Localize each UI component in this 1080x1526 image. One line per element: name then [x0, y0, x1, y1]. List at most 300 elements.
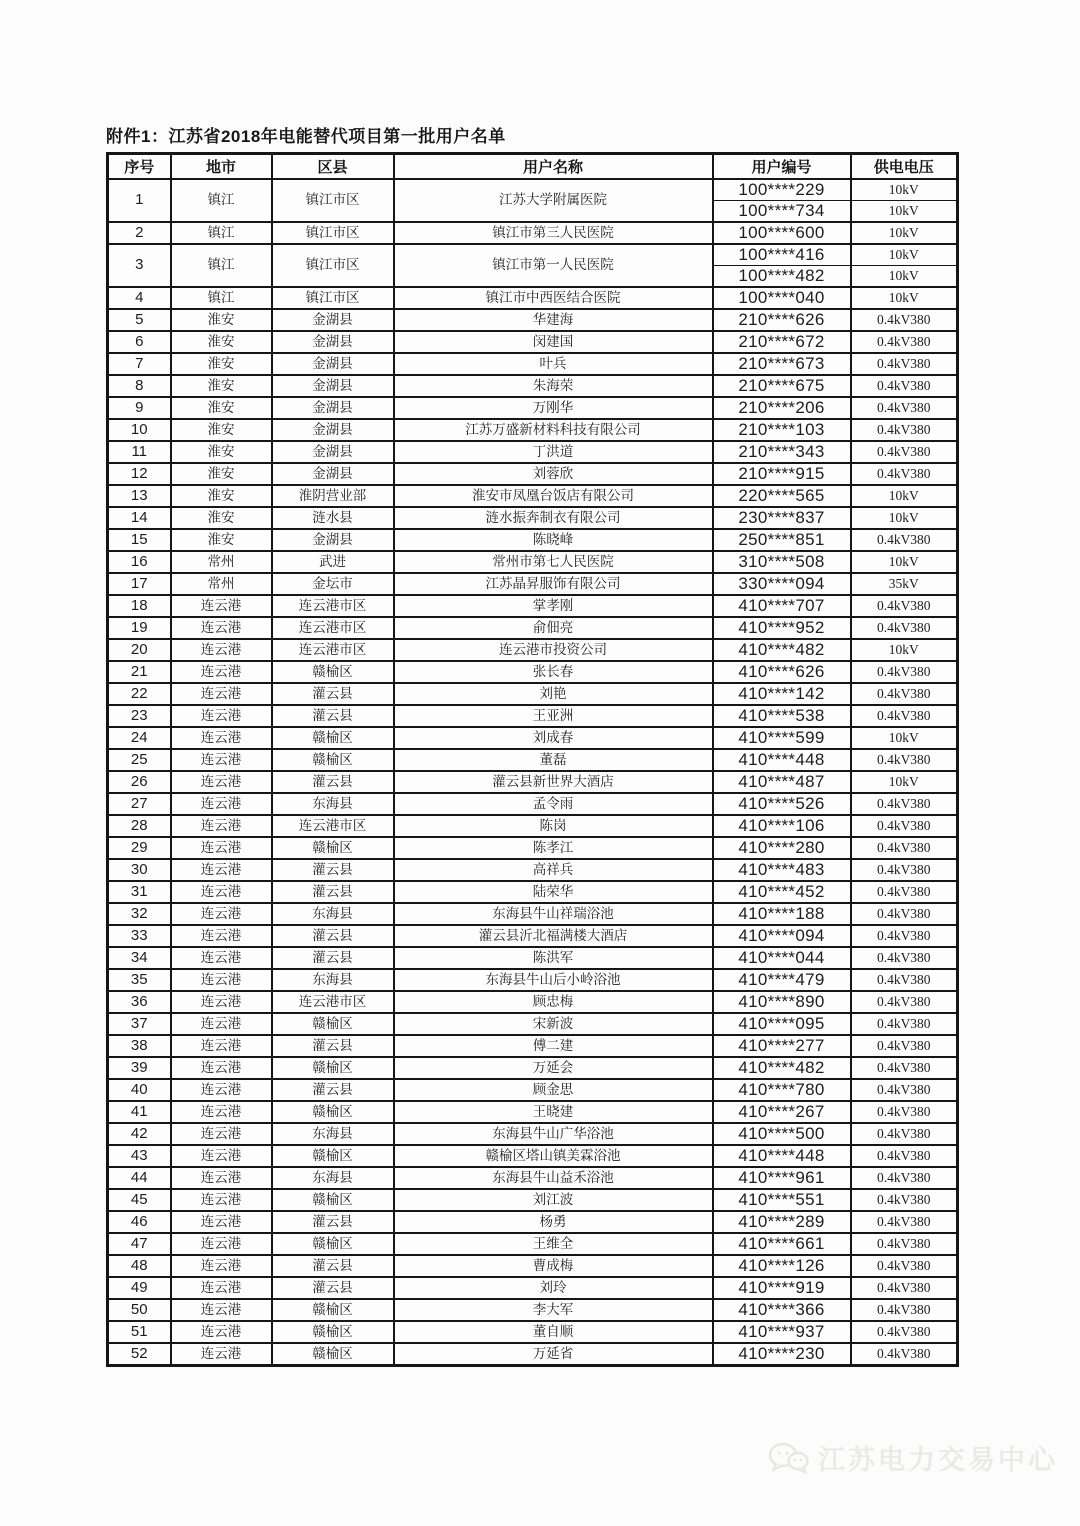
cell-district: 灌云县	[272, 705, 394, 727]
cell-city: 连云港	[171, 1013, 272, 1035]
cell-name: 涟水振奔制衣有限公司	[394, 507, 713, 529]
cell-name: 江苏万盛新材料科技有限公司	[394, 419, 713, 441]
table-row	[108, 661, 958, 683]
cell-no: 11	[108, 441, 171, 463]
cell-city: 连云港	[171, 837, 272, 859]
table-body	[108, 179, 958, 1366]
cell-no: 9	[108, 397, 171, 419]
cell-no: 44	[108, 1167, 171, 1189]
cell-no: 10	[108, 419, 171, 441]
cell-city: 连云港	[171, 815, 272, 837]
cell-name: 王晓建	[394, 1101, 713, 1123]
table-row	[108, 771, 958, 793]
cell-no: 41	[108, 1101, 171, 1123]
cell-no: 3	[108, 244, 171, 287]
table-row	[108, 463, 958, 485]
column-header-1: 序号	[108, 154, 171, 179]
table-row	[108, 1057, 958, 1079]
cell-district: 东海县	[272, 793, 394, 815]
cell-district: 金湖县	[272, 375, 394, 397]
table-row	[108, 1013, 958, 1035]
cell-name: 刘成春	[394, 727, 713, 749]
cell-user-id: 410****500	[713, 1123, 851, 1145]
cell-voltage: 10kV	[851, 551, 958, 573]
cell-district: 金湖县	[272, 331, 394, 353]
cell-voltage: 0.4kV380	[851, 375, 958, 397]
cell-user-id: 410****919	[713, 1277, 851, 1299]
cell-district: 金坛市	[272, 573, 394, 595]
cell-no: 21	[108, 661, 171, 683]
cell-no: 34	[108, 947, 171, 969]
cell-user-id: 100****040	[713, 287, 851, 309]
cell-name: 曹成梅	[394, 1255, 713, 1277]
cell-city: 连云港	[171, 1123, 272, 1145]
cell-district: 金湖县	[272, 419, 394, 441]
cell-user-id: 410****452	[713, 881, 851, 903]
cell-no: 28	[108, 815, 171, 837]
cell-name: 东海县牛山祥瑞浴池	[394, 903, 713, 925]
cell-city: 连云港	[171, 793, 272, 815]
cell-voltage: 10kV	[851, 639, 958, 661]
cell-district: 赣榆区	[272, 837, 394, 859]
cell-voltage: 0.4kV380	[851, 1013, 958, 1035]
cell-user-id: 410****707	[713, 595, 851, 617]
cell-voltage: 0.4kV380	[851, 661, 958, 683]
cell-name: 俞佃亮	[394, 617, 713, 639]
cell-city: 连云港	[171, 1321, 272, 1343]
cell-no: 18	[108, 595, 171, 617]
cell-no: 25	[108, 749, 171, 771]
cell-voltage: 0.4kV380	[851, 529, 958, 551]
cell-name: 顾忠梅	[394, 991, 713, 1013]
cell-voltage: 0.4kV380	[851, 1101, 958, 1123]
cell-name: 镇江市中西医结合医院	[394, 287, 713, 309]
cell-district: 金湖县	[272, 529, 394, 551]
table-row	[108, 1101, 958, 1123]
cell-user-id: 100****482	[713, 265, 851, 287]
cell-no: 15	[108, 529, 171, 551]
cell-user-id: 410****780	[713, 1079, 851, 1101]
cell-user-id: 410****952	[713, 617, 851, 639]
cell-voltage: 0.4kV380	[851, 903, 958, 925]
cell-district: 镇江市区	[272, 287, 394, 309]
cell-voltage: 0.4kV380	[851, 837, 958, 859]
cell-voltage: 0.4kV380	[851, 1299, 958, 1321]
cell-voltage: 0.4kV380	[851, 309, 958, 331]
cell-voltage: 0.4kV380	[851, 947, 958, 969]
cell-name: 万延省	[394, 1343, 713, 1366]
cell-user-id: 410****599	[713, 727, 851, 749]
cell-user-id: 410****526	[713, 793, 851, 815]
cell-voltage: 0.4kV380	[851, 925, 958, 947]
cell-user-id: 410****188	[713, 903, 851, 925]
user-list-table	[106, 152, 959, 1367]
cell-city: 连云港	[171, 1189, 272, 1211]
cell-city: 连云港	[171, 1101, 272, 1123]
cell-no: 35	[108, 969, 171, 991]
cell-city: 连云港	[171, 1145, 272, 1167]
cell-no: 47	[108, 1233, 171, 1255]
cell-user-id: 410****277	[713, 1035, 851, 1057]
table-row	[108, 881, 958, 903]
cell-district: 东海县	[272, 1167, 394, 1189]
cell-name: 杨勇	[394, 1211, 713, 1233]
cell-user-id: 410****448	[713, 749, 851, 771]
cell-district: 连云港市区	[272, 617, 394, 639]
cell-no: 50	[108, 1299, 171, 1321]
cell-voltage: 0.4kV380	[851, 1079, 958, 1101]
cell-district: 赣榆区	[272, 727, 394, 749]
cell-city: 淮安	[171, 485, 272, 507]
cell-user-id: 410****482	[713, 1057, 851, 1079]
table-row	[108, 991, 958, 1013]
cell-city: 连云港	[171, 1079, 272, 1101]
column-header-3: 区县	[272, 154, 394, 179]
cell-no: 13	[108, 485, 171, 507]
cell-name: 镇江市第一人民医院	[394, 244, 713, 287]
cell-name: 傅二建	[394, 1035, 713, 1057]
table-row	[108, 222, 958, 244]
cell-user-id: 230****837	[713, 507, 851, 529]
cell-user-id: 410****230	[713, 1343, 851, 1366]
cell-city: 镇江	[171, 287, 272, 309]
cell-name: 刘艳	[394, 683, 713, 705]
cell-district: 赣榆区	[272, 1145, 394, 1167]
table-row	[108, 485, 958, 507]
cell-district: 连云港市区	[272, 991, 394, 1013]
table-row	[108, 617, 958, 639]
cell-no: 38	[108, 1035, 171, 1057]
cell-district: 武进	[272, 551, 394, 573]
cell-name: 刘蓉欣	[394, 463, 713, 485]
cell-voltage: 0.4kV380	[851, 617, 958, 639]
cell-name: 灌云县沂北福满楼大酒店	[394, 925, 713, 947]
cell-user-id: 410****366	[713, 1299, 851, 1321]
cell-district: 赣榆区	[272, 1189, 394, 1211]
cell-city: 常州	[171, 573, 272, 595]
cell-user-id: 100****229	[713, 179, 851, 201]
cell-voltage: 0.4kV380	[851, 1211, 958, 1233]
cell-district: 灌云县	[272, 683, 394, 705]
cell-voltage: 0.4kV380	[851, 705, 958, 727]
cell-city: 淮安	[171, 463, 272, 485]
cell-name: 孟令雨	[394, 793, 713, 815]
cell-district: 镇江市区	[272, 244, 394, 287]
cell-name: 叶兵	[394, 353, 713, 375]
cell-no: 48	[108, 1255, 171, 1277]
cell-voltage: 0.4kV380	[851, 397, 958, 419]
cell-user-id: 410****961	[713, 1167, 851, 1189]
cell-name: 江苏晶昇服饰有限公司	[394, 573, 713, 595]
cell-voltage: 0.4kV380	[851, 793, 958, 815]
page-title: 附件1：江苏省2018年电能替代项目第一批用户名单	[106, 127, 506, 146]
cell-district: 灌云县	[272, 1255, 394, 1277]
table-row	[108, 947, 958, 969]
cell-user-id: 410****126	[713, 1255, 851, 1277]
cell-no: 14	[108, 507, 171, 529]
cell-district: 东海县	[272, 1123, 394, 1145]
cell-city: 镇江	[171, 244, 272, 287]
cell-district: 赣榆区	[272, 1321, 394, 1343]
cell-voltage: 10kV	[851, 727, 958, 749]
cell-no: 37	[108, 1013, 171, 1035]
cell-city: 连云港	[171, 1255, 272, 1277]
cell-user-id: 210****103	[713, 419, 851, 441]
cell-district: 赣榆区	[272, 1101, 394, 1123]
cell-district: 东海县	[272, 903, 394, 925]
cell-no: 32	[108, 903, 171, 925]
table-row	[108, 1123, 958, 1145]
cell-district: 灌云县	[272, 1035, 394, 1057]
table-row	[108, 969, 958, 991]
cell-name: 镇江市第三人民医院	[394, 222, 713, 244]
table-row	[108, 1167, 958, 1189]
table-row	[108, 397, 958, 419]
cell-user-id: 410****551	[713, 1189, 851, 1211]
cell-name: 江苏大学附属医院	[394, 179, 713, 222]
cell-voltage: 10kV	[851, 200, 958, 222]
cell-voltage: 0.4kV380	[851, 1189, 958, 1211]
cell-name: 刘玲	[394, 1277, 713, 1299]
cell-city: 连云港	[171, 859, 272, 881]
cell-user-id: 410****106	[713, 815, 851, 837]
table-row	[108, 815, 958, 837]
table-row	[108, 1035, 958, 1057]
cell-district: 赣榆区	[272, 749, 394, 771]
cell-district: 涟水县	[272, 507, 394, 529]
cell-city: 连云港	[171, 705, 272, 727]
cell-name: 万刚华	[394, 397, 713, 419]
table-row	[108, 1343, 958, 1366]
cell-district: 连云港市区	[272, 595, 394, 617]
cell-user-id: 410****448	[713, 1145, 851, 1167]
cell-city: 连云港	[171, 617, 272, 639]
cell-district: 灌云县	[272, 771, 394, 793]
cell-user-id: 100****600	[713, 222, 851, 244]
cell-no: 4	[108, 287, 171, 309]
cell-name: 朱海荣	[394, 375, 713, 397]
cell-district: 赣榆区	[272, 1299, 394, 1321]
cell-name: 陈晓峰	[394, 529, 713, 551]
cell-user-id: 210****626	[713, 309, 851, 331]
cell-district: 赣榆区	[272, 1057, 394, 1079]
cell-no: 17	[108, 573, 171, 595]
column-header-2: 地市	[171, 154, 272, 179]
cell-voltage: 0.4kV380	[851, 353, 958, 375]
cell-city: 连云港	[171, 595, 272, 617]
cell-voltage: 10kV	[851, 222, 958, 244]
cell-name: 张长春	[394, 661, 713, 683]
cell-no: 5	[108, 309, 171, 331]
cell-city: 连云港	[171, 1343, 272, 1366]
cell-no: 45	[108, 1189, 171, 1211]
cell-district: 连云港市区	[272, 815, 394, 837]
cell-city: 淮安	[171, 309, 272, 331]
cell-name: 东海县牛山后小岭浴池	[394, 969, 713, 991]
cell-name: 掌孝刚	[394, 595, 713, 617]
cell-voltage: 0.4kV380	[851, 419, 958, 441]
cell-district: 淮阴营业部	[272, 485, 394, 507]
cell-city: 连云港	[171, 947, 272, 969]
cell-district: 金湖县	[272, 441, 394, 463]
table-row	[108, 639, 958, 661]
cell-voltage: 0.4kV380	[851, 815, 958, 837]
cell-city: 连云港	[171, 1035, 272, 1057]
cell-district: 镇江市区	[272, 222, 394, 244]
cell-user-id: 100****734	[713, 200, 851, 222]
cell-voltage: 10kV	[851, 771, 958, 793]
cell-voltage: 0.4kV380	[851, 1123, 958, 1145]
cell-district: 灌云县	[272, 859, 394, 881]
cell-district: 镇江市区	[272, 179, 394, 222]
cell-user-id: 410****890	[713, 991, 851, 1013]
cell-voltage: 0.4kV380	[851, 595, 958, 617]
cell-name: 王亚洲	[394, 705, 713, 727]
cell-name: 陈孝江	[394, 837, 713, 859]
cell-name: 万延会	[394, 1057, 713, 1079]
cell-user-id: 410****482	[713, 639, 851, 661]
column-header-6: 供电电压	[851, 154, 958, 179]
cell-name: 东海县牛山广华浴池	[394, 1123, 713, 1145]
cell-no: 12	[108, 463, 171, 485]
table-row	[108, 793, 958, 815]
cell-district: 赣榆区	[272, 1233, 394, 1255]
cell-no: 2	[108, 222, 171, 244]
cell-city: 连云港	[171, 1057, 272, 1079]
cell-city: 连云港	[171, 1233, 272, 1255]
cell-name: 顾金思	[394, 1079, 713, 1101]
cell-name: 灌云县新世界大酒店	[394, 771, 713, 793]
cell-no: 42	[108, 1123, 171, 1145]
table-row	[108, 1321, 958, 1343]
cell-city: 连云港	[171, 881, 272, 903]
table-row	[108, 727, 958, 749]
table-row	[108, 419, 958, 441]
cell-name: 董自顺	[394, 1321, 713, 1343]
table-row	[108, 903, 958, 925]
cell-name: 陈洪军	[394, 947, 713, 969]
cell-district: 灌云县	[272, 1277, 394, 1299]
cell-city: 连云港	[171, 991, 272, 1013]
cell-name: 常州市第七人民医院	[394, 551, 713, 573]
table-header	[108, 154, 958, 179]
cell-user-id: 410****280	[713, 837, 851, 859]
cell-city: 连云港	[171, 969, 272, 991]
cell-district: 连云港市区	[272, 639, 394, 661]
cell-city: 淮安	[171, 441, 272, 463]
cell-user-id: 410****937	[713, 1321, 851, 1343]
cell-voltage: 35kV	[851, 573, 958, 595]
table-row	[108, 375, 958, 397]
cell-user-id: 410****044	[713, 947, 851, 969]
cell-user-id: 210****206	[713, 397, 851, 419]
table-row	[108, 551, 958, 573]
cell-voltage: 10kV	[851, 265, 958, 287]
cell-city: 镇江	[171, 222, 272, 244]
cell-voltage: 0.4kV380	[851, 991, 958, 1013]
cell-district: 灌云县	[272, 881, 394, 903]
column-header-4: 用户名称	[394, 154, 713, 179]
cell-no: 49	[108, 1277, 171, 1299]
cell-voltage: 10kV	[851, 507, 958, 529]
table-row	[108, 309, 958, 331]
table-row	[108, 1299, 958, 1321]
cell-city: 连云港	[171, 925, 272, 947]
cell-user-id: 310****508	[713, 551, 851, 573]
cell-user-id: 410****142	[713, 683, 851, 705]
cell-user-id: 410****479	[713, 969, 851, 991]
cell-no: 8	[108, 375, 171, 397]
cell-user-id: 210****915	[713, 463, 851, 485]
cell-no: 51	[108, 1321, 171, 1343]
cell-city: 淮安	[171, 331, 272, 353]
cell-voltage: 0.4kV380	[851, 331, 958, 353]
cell-voltage: 0.4kV380	[851, 859, 958, 881]
cell-district: 金湖县	[272, 463, 394, 485]
cell-voltage: 0.4kV380	[851, 1057, 958, 1079]
cell-name: 董磊	[394, 749, 713, 771]
table-row	[108, 925, 958, 947]
cell-name: 李大军	[394, 1299, 713, 1321]
cell-no: 24	[108, 727, 171, 749]
cell-no: 26	[108, 771, 171, 793]
cell-city: 淮安	[171, 353, 272, 375]
cell-name: 丁洪道	[394, 441, 713, 463]
cell-city: 连云港	[171, 661, 272, 683]
table-row	[108, 441, 958, 463]
cell-district: 金湖县	[272, 353, 394, 375]
cell-district: 东海县	[272, 969, 394, 991]
table-row	[108, 1211, 958, 1233]
cell-voltage: 0.4kV380	[851, 1277, 958, 1299]
cell-voltage: 0.4kV380	[851, 683, 958, 705]
table-row	[108, 859, 958, 881]
cell-name: 高祥兵	[394, 859, 713, 881]
cell-no: 36	[108, 991, 171, 1013]
cell-user-id: 410****095	[713, 1013, 851, 1035]
cell-city: 常州	[171, 551, 272, 573]
table-row	[108, 1079, 958, 1101]
table-row	[108, 331, 958, 353]
cell-voltage: 0.4kV380	[851, 1035, 958, 1057]
cell-district: 灌云县	[272, 1079, 394, 1101]
cell-user-id: 410****538	[713, 705, 851, 727]
cell-voltage: 0.4kV380	[851, 881, 958, 903]
cell-no: 46	[108, 1211, 171, 1233]
table-row	[108, 353, 958, 375]
cell-voltage: 10kV	[851, 179, 958, 201]
cell-user-id: 100****416	[713, 244, 851, 266]
cell-city: 淮安	[171, 507, 272, 529]
cell-no: 33	[108, 925, 171, 947]
cell-name: 宋新波	[394, 1013, 713, 1035]
cell-no: 40	[108, 1079, 171, 1101]
cell-user-id: 410****626	[713, 661, 851, 683]
cell-no: 39	[108, 1057, 171, 1079]
cell-no: 31	[108, 881, 171, 903]
cell-city: 淮安	[171, 375, 272, 397]
cell-voltage: 10kV	[851, 287, 958, 309]
cell-voltage: 0.4kV380	[851, 1321, 958, 1343]
cell-district: 灌云县	[272, 1211, 394, 1233]
cell-voltage: 0.4kV380	[851, 1167, 958, 1189]
cell-no: 30	[108, 859, 171, 881]
cell-user-id: 410****267	[713, 1101, 851, 1123]
cell-no: 6	[108, 331, 171, 353]
header-row	[108, 154, 958, 179]
cell-voltage: 0.4kV380	[851, 1145, 958, 1167]
cell-name: 刘江波	[394, 1189, 713, 1211]
